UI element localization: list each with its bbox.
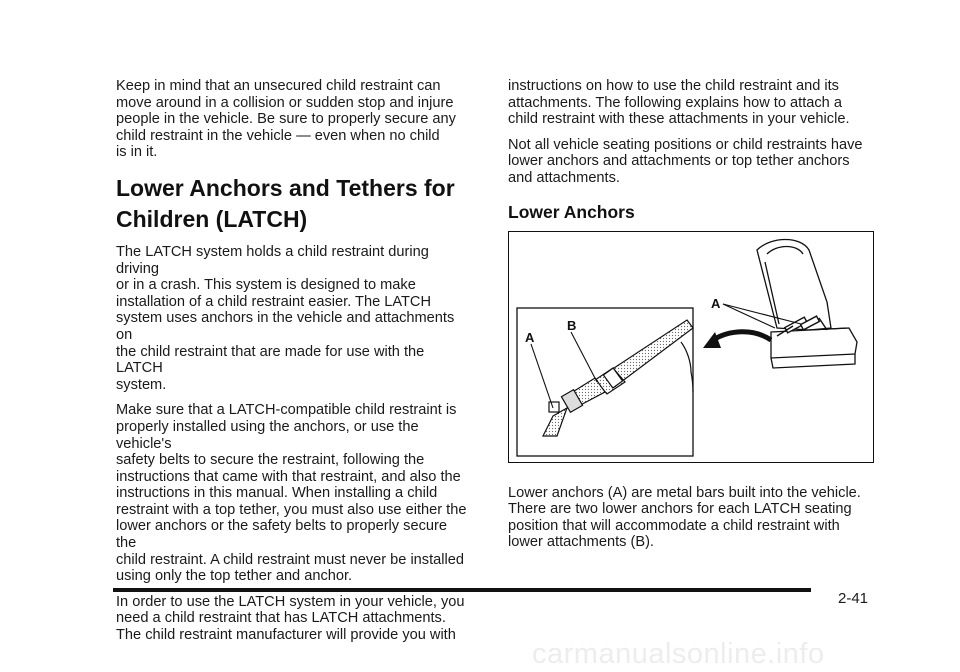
lower-anchors-illustration	[509, 232, 875, 464]
right-column	[508, 78, 868, 560]
latch-paragraph-3: In order to use the LATCH system in your vehicle, you need a child restraint that has LATCH attachments. The child restraint manufacturer will provide you with	[116, 593, 465, 644]
footer-rule	[113, 588, 811, 592]
curved-arrow-icon	[703, 331, 771, 347]
left-column	[116, 78, 471, 653]
right-paragraph-2: Not all vehicle seating positions or child restraints have lower anchors and attachments or top tether anchors and attachments.	[508, 136, 863, 186]
latch-paragraph-1: The LATCH system holds a child restraint during driving or in a crash. This system is designed to make installation of a child restraint easier. The LATCH system uses anchors in the vehicle and attachments on the child restraint that are made for use with the LATCH system.	[116, 243, 455, 393]
figure-caption: Lower anchors (A) are metal bars built into the vehicle. There are two lower anchors for each LATCH seating position that will accommodate a child restraint with lower attachments (B).	[508, 484, 861, 551]
watermark: carmanualsonline.info	[532, 638, 825, 670]
lower-anchors-heading: Lower Anchors	[508, 201, 635, 222]
latch-paragraph-2: Make sure that a LATCH-compatible child restraint is properly installed using the anchors, or use the vehicle's safety belts to secure the restraint, following the instructions that came with that restraint, and also the instructions in this manual. When installing a child restraint with a top tether, you must also use either the lower anchors or the safety belts to properly secure the child restraint. A child restraint must never be installed using only the top tether and anchor.	[116, 402, 467, 585]
inset-callout-b: B	[567, 317, 577, 333]
seat-callout-a: A	[711, 295, 721, 311]
section-heading: Lower Anchors and Tethers for Children (LATCH)	[116, 174, 455, 232]
lower-anchors-figure	[508, 231, 874, 463]
seat-drawing	[757, 239, 857, 368]
intro-paragraph: Keep in mind that an unsecured child restraint can move around in a collision or sudden stop and injure people in the vehicle. Be sure to properly secure any child restraint in the vehicle — even when no child is in it.	[116, 78, 456, 161]
inset-callout-a: A	[525, 329, 535, 345]
page-number: 2-41	[838, 590, 869, 607]
right-paragraph-1: instructions on how to use the child restraint and its attachments. The following explains how to attach a child restraint with these attachments in your vehicle.	[508, 78, 850, 128]
